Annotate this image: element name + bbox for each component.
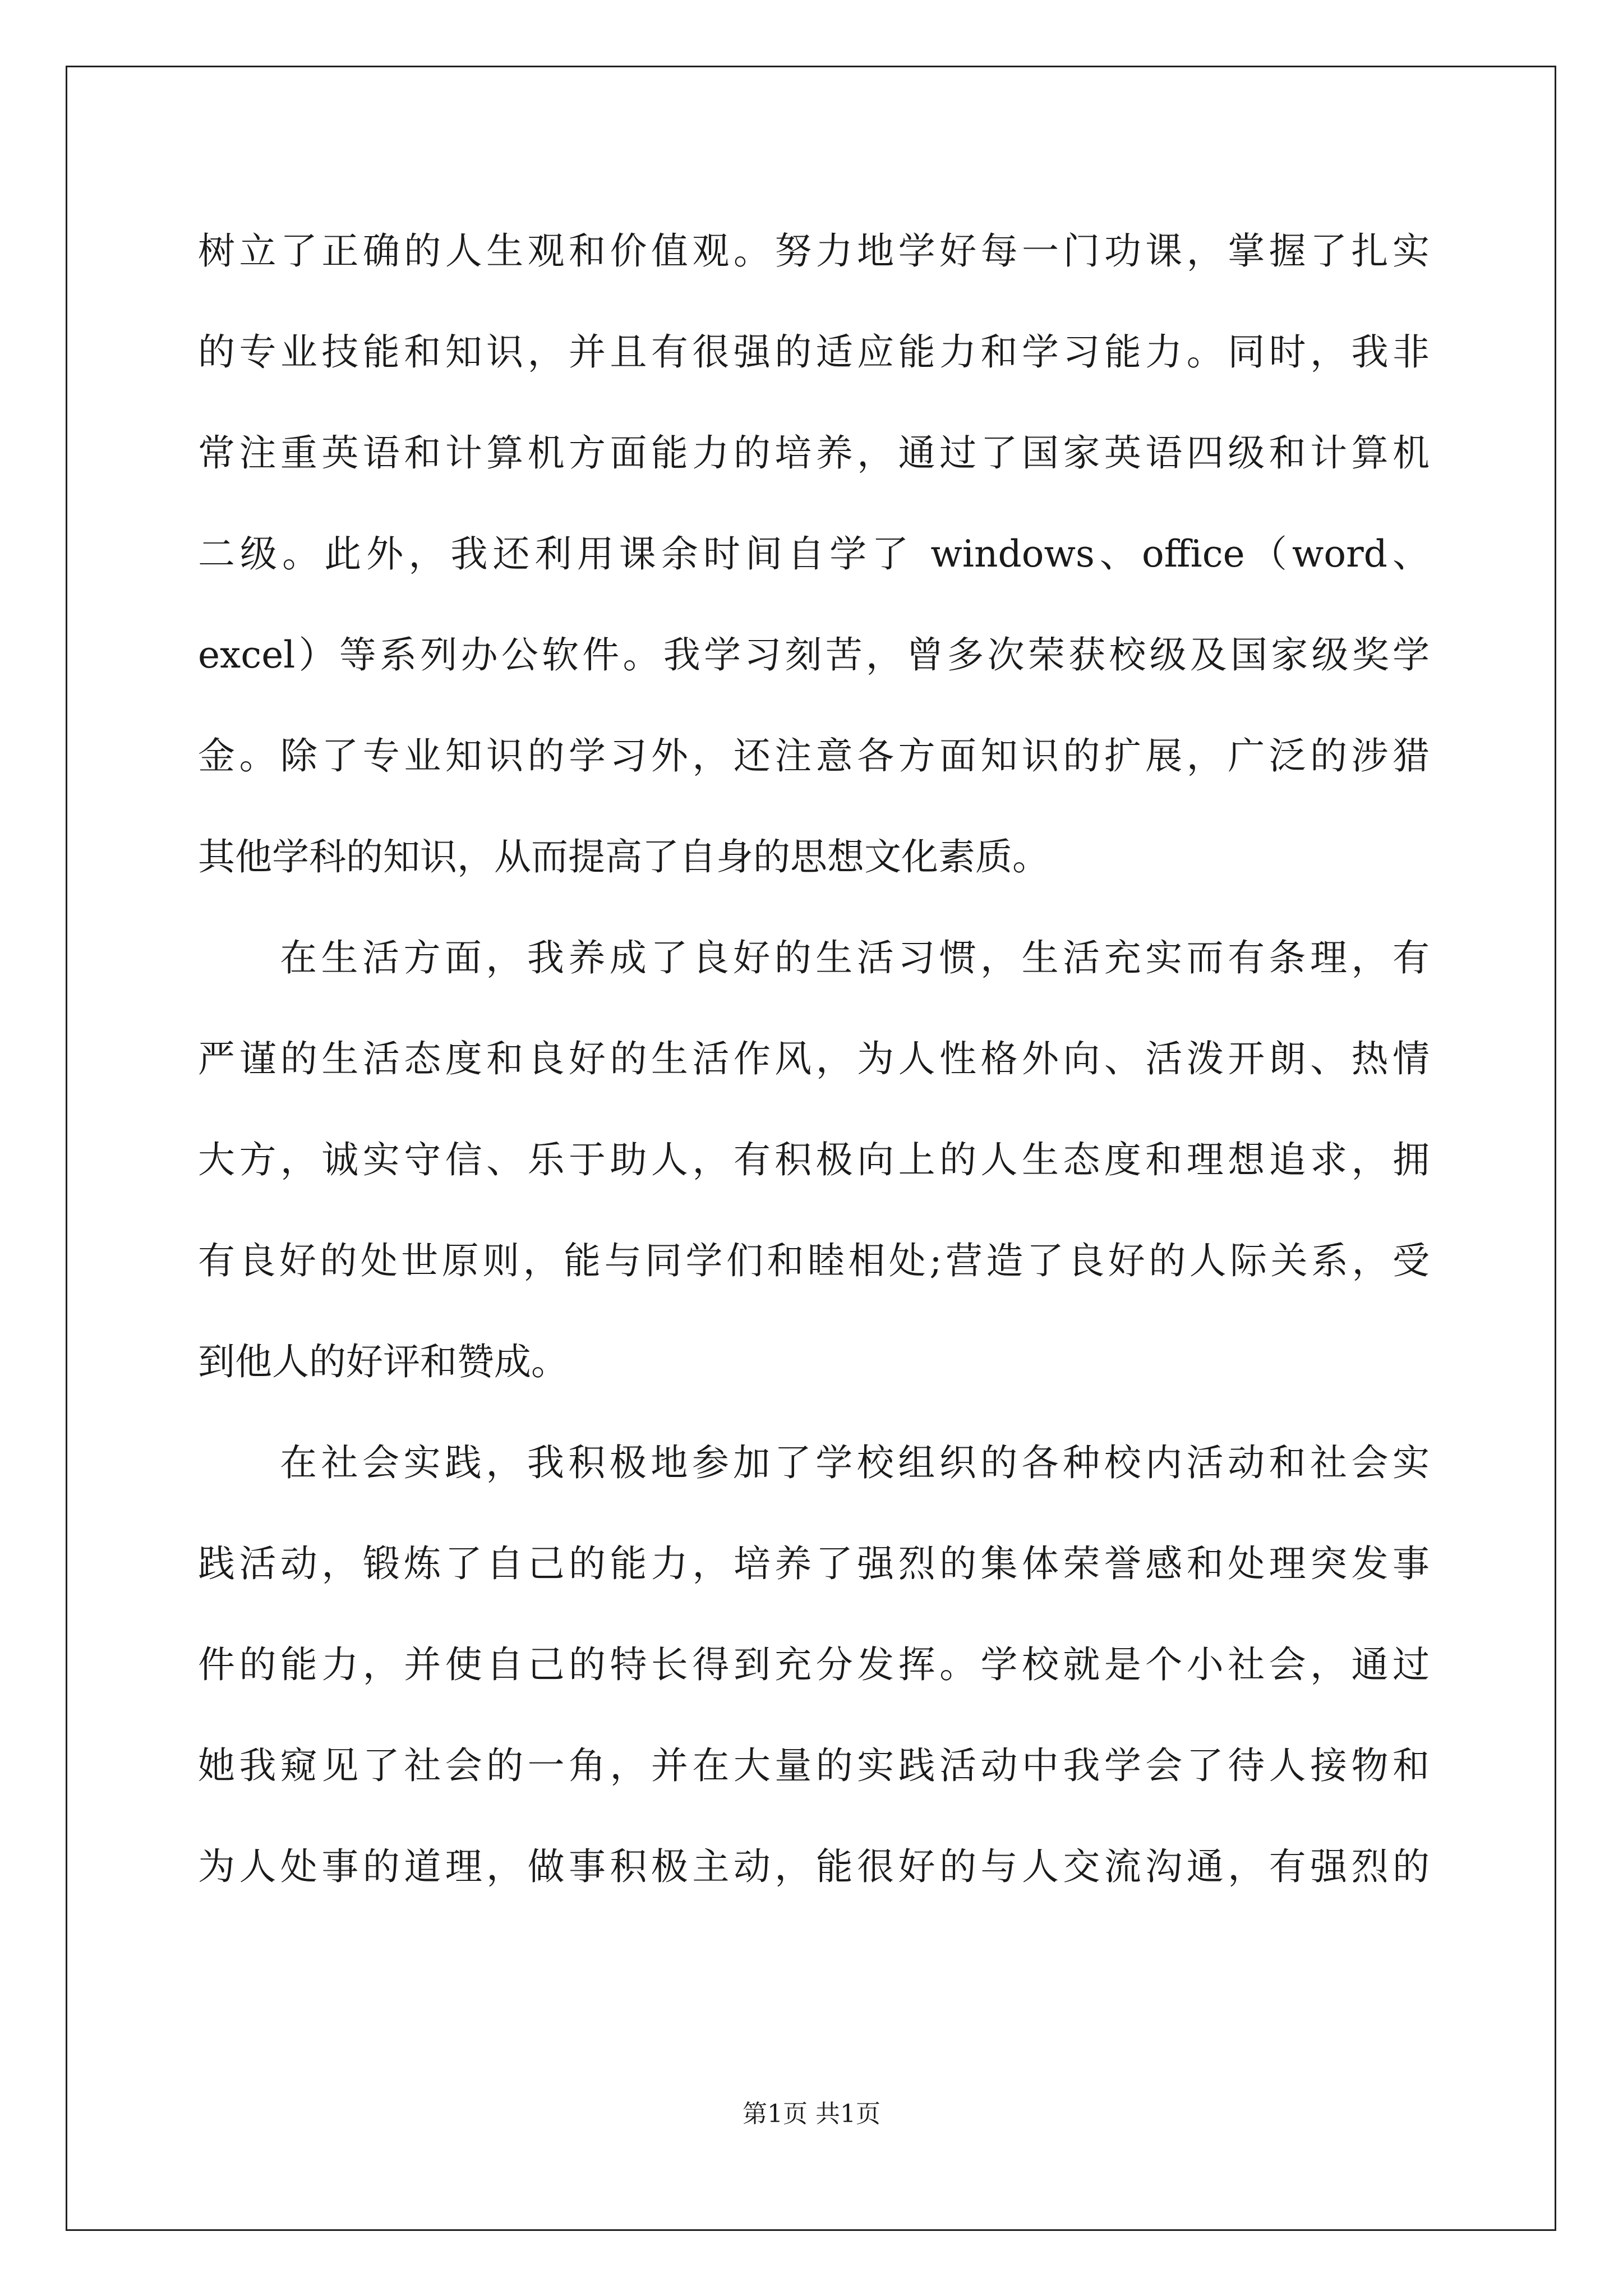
text-line: 常注重英语和计算机方面能力的培养，通过了国家英语四级和计算机 xyxy=(198,431,1430,475)
text-line: 的专业技能和知识，并且有很强的适应能力和学习能力。同时，我非 xyxy=(198,330,1430,374)
text-line: 严谨的生活态度和良好的生活作风，为人性格外向、活泼开朗、热情 xyxy=(198,1037,1430,1080)
text-line: 件的能力，并使自己的特长得到充分发挥。学校就是个小社会，通过 xyxy=(198,1643,1430,1686)
text-line: 为人处事的道理，做事积极主动，能很好的与人交流沟通，有强烈的 xyxy=(198,1845,1430,1888)
text-line: 践活动，锻炼了自己的能力，培养了强烈的集体荣誉感和处理突发事 xyxy=(198,1542,1430,1585)
paragraph-first-line: 在社会实践，我积极地参加了学校组织的各种校内活动和社会实 xyxy=(280,1441,1430,1484)
text-line: 树立了正确的人生观和价值观。努力地学好每一门功课，掌握了扎实 xyxy=(198,229,1430,273)
text-line: 其他学科的知识，从而提高了自身的思想文化素质。 xyxy=(198,835,1049,878)
text-line: 有良好的处世原则，能与同学们和睦相处;营造了良好的人际关系，受 xyxy=(198,1239,1430,1282)
text-line: 大方，诚实守信、乐于助人，有积极向上的人生态度和理想追求，拥 xyxy=(198,1138,1430,1181)
text-line: 她我窥见了社会的一角，并在大量的实践活动中我学会了待人接物和 xyxy=(198,1744,1430,1787)
text-line: excel）等系列办公软件。我学习刻苦，曾多次荣获校级及国家级奖学 xyxy=(198,633,1430,677)
text-line: 二级。此外，我还利用课余时间自学了 windows、office（word、 xyxy=(198,532,1430,576)
page-number-footer: 第1页 共1页 xyxy=(743,2100,880,2128)
paragraph-first-line: 在生活方面，我养成了良好的生活习惯，生活充实而有条理，有 xyxy=(280,936,1430,979)
text-line: 到他人的好评和赞成。 xyxy=(198,1340,568,1383)
text-line: 金。除了专业知识的学习外，还注意各方面知识的扩展，广泛的涉猎 xyxy=(198,734,1430,777)
